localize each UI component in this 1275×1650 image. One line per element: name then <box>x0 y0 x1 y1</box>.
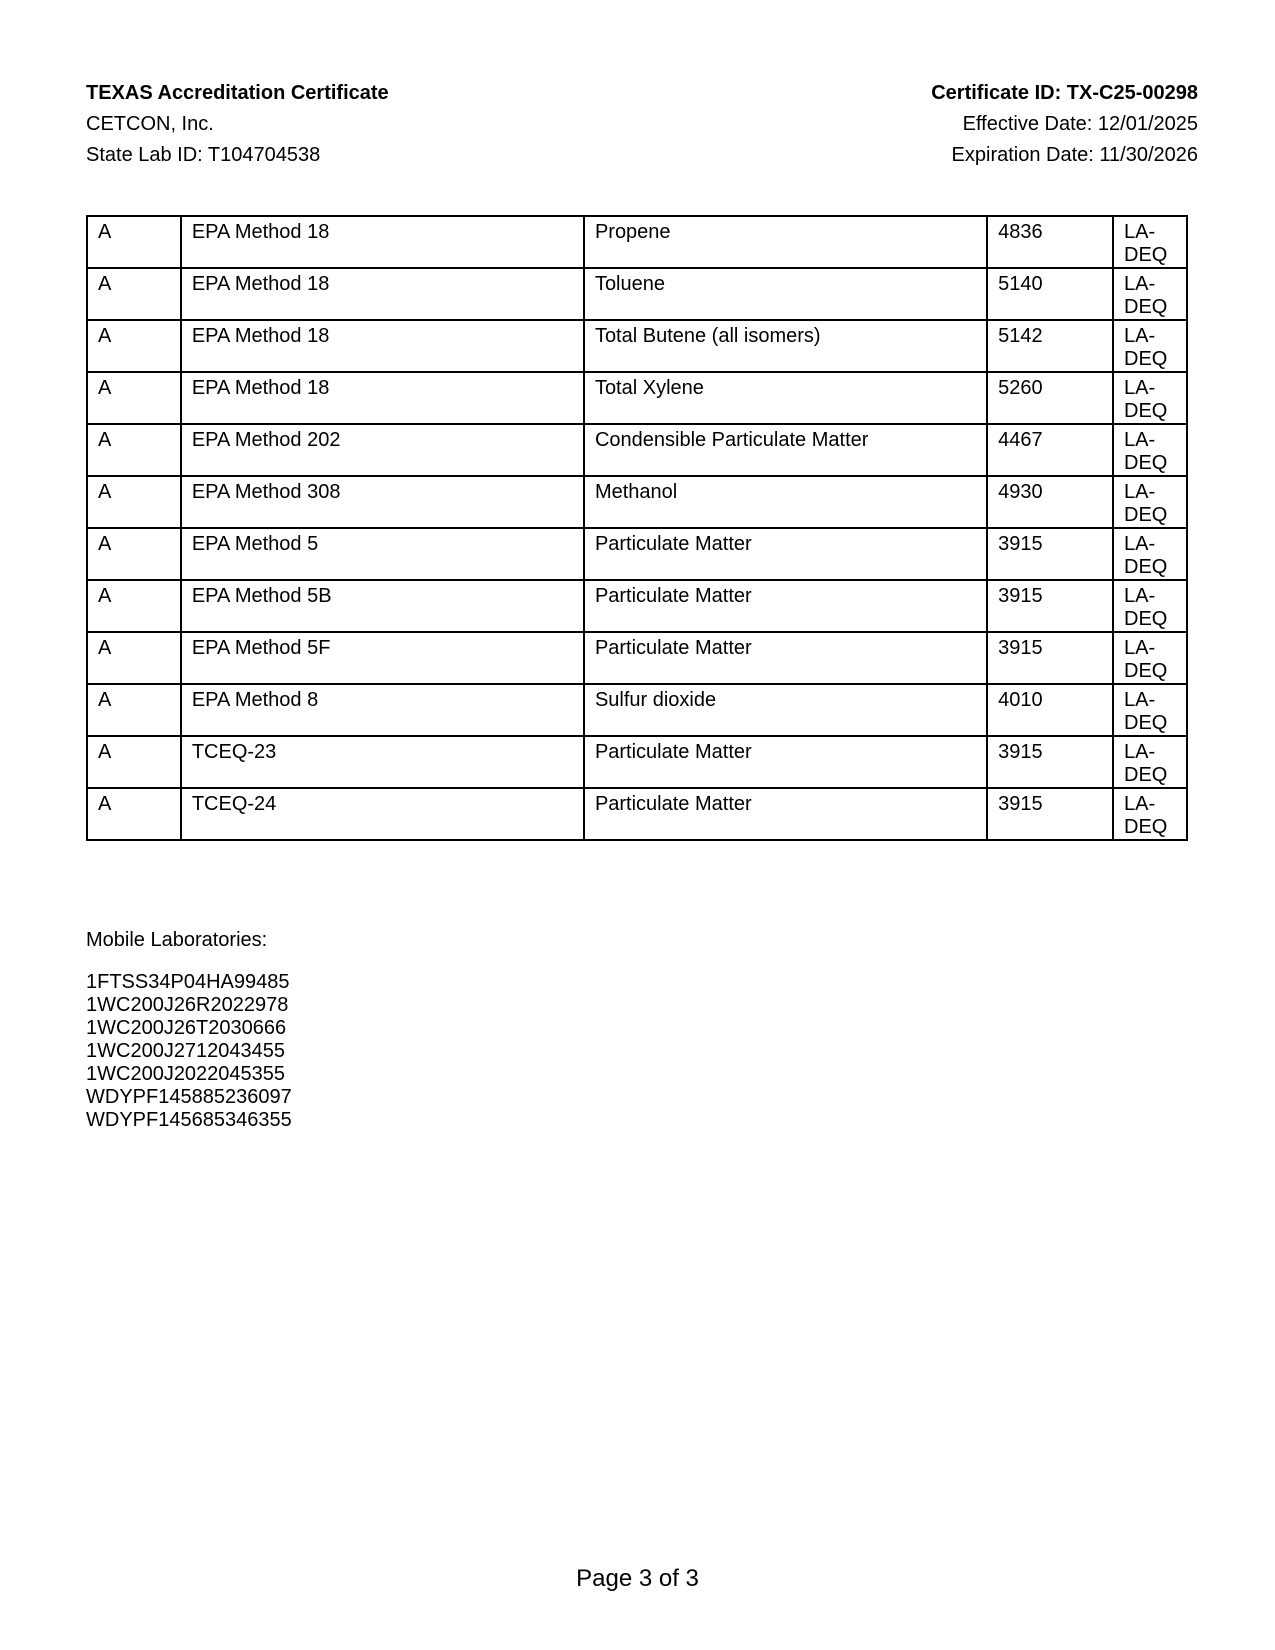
method-cell: EPA Method 18 <box>181 216 584 268</box>
primary-ab-cell: LA-DEQ <box>1113 788 1187 840</box>
matrix-cell: A <box>87 268 181 320</box>
accreditation-table <box>86 215 1188 841</box>
primary-ab-cell: LA-DEQ <box>1113 424 1187 476</box>
table-row <box>87 736 1187 788</box>
table-row <box>87 216 1187 268</box>
method-cell: TCEQ-24 <box>181 788 584 840</box>
mobile-lab-id: 1FTSS34P04HA99485 <box>86 971 290 993</box>
matrix-cell: A <box>87 372 181 424</box>
code-cell: 4836 <box>987 216 1113 268</box>
primary-ab-cell: LA-DEQ <box>1113 372 1187 424</box>
mobile-lab-id: 1WC200J26R2022978 <box>86 994 289 1016</box>
code-cell: 3915 <box>987 788 1113 840</box>
accreditation-table-body <box>87 216 1187 840</box>
analyte-cell: Particulate Matter <box>584 788 987 840</box>
method-cell: EPA Method 5 <box>181 528 584 580</box>
primary-ab-cell: LA-DEQ <box>1113 736 1187 788</box>
certificate-id: Certificate ID: TX-C25-00298 <box>931 82 1198 104</box>
code-cell: 4930 <box>987 476 1113 528</box>
method-cell: EPA Method 18 <box>181 320 584 372</box>
primary-ab-cell: LA-DEQ <box>1113 528 1187 580</box>
table-row <box>87 372 1187 424</box>
primary-ab-cell: LA-DEQ <box>1113 684 1187 736</box>
code-cell: 5142 <box>987 320 1113 372</box>
analyte-cell: Particulate Matter <box>584 736 987 788</box>
mobile-lab-id: 1WC200J26T2030666 <box>86 1017 287 1039</box>
analyte-cell: Toluene <box>584 268 987 320</box>
mobile-laboratories-list <box>86 971 292 1132</box>
analyte-cell: Propene <box>584 216 987 268</box>
code-cell: 5260 <box>987 372 1113 424</box>
table-row <box>87 580 1187 632</box>
table-row <box>87 788 1187 840</box>
analyte-cell: Sulfur dioxide <box>584 684 987 736</box>
analyte-cell: Total Butene (all isomers) <box>584 320 987 372</box>
table-row <box>87 320 1187 372</box>
primary-ab-cell: LA-DEQ <box>1113 268 1187 320</box>
analyte-cell: Particulate Matter <box>584 632 987 684</box>
matrix-cell: A <box>87 684 181 736</box>
matrix-cell: A <box>87 476 181 528</box>
method-cell: EPA Method 308 <box>181 476 584 528</box>
matrix-cell: A <box>87 216 181 268</box>
analyte-cell: Methanol <box>584 476 987 528</box>
analyte-cell: Condensible Particulate Matter <box>584 424 987 476</box>
method-cell: EPA Method 8 <box>181 684 584 736</box>
primary-ab-cell: LA-DEQ <box>1113 580 1187 632</box>
lab-name: CETCON, Inc. <box>86 113 214 135</box>
mobile-lab-id: 1WC200J2712043455 <box>86 1040 286 1062</box>
mobile-lab-id: WDYPF145685346355 <box>86 1109 292 1131</box>
code-cell: 3915 <box>987 632 1113 684</box>
table-row <box>87 424 1187 476</box>
analyte-cell: Particulate Matter <box>584 528 987 580</box>
method-cell: EPA Method 5B <box>181 580 584 632</box>
mobile-laboratories-title: Mobile Laboratories: <box>86 929 268 951</box>
code-cell: 3915 <box>987 736 1113 788</box>
table-row <box>87 268 1187 320</box>
effective-date: Effective Date: 12/01/2025 <box>962 113 1198 135</box>
method-cell: EPA Method 202 <box>181 424 584 476</box>
method-cell: EPA Method 18 <box>181 268 584 320</box>
mobile-laboratories <box>86 927 292 1132</box>
primary-ab-cell: LA-DEQ <box>1113 320 1187 372</box>
code-cell: 3915 <box>987 580 1113 632</box>
code-cell: 4467 <box>987 424 1113 476</box>
code-cell: 5140 <box>987 268 1113 320</box>
matrix-cell: A <box>87 736 181 788</box>
matrix-cell: A <box>87 424 181 476</box>
matrix-cell: A <box>87 632 181 684</box>
primary-ab-cell: LA-DEQ <box>1113 216 1187 268</box>
table-row <box>87 684 1187 736</box>
code-cell: 3915 <box>987 528 1113 580</box>
state-lab-id: State Lab ID: T104704538 <box>86 144 321 166</box>
method-cell: EPA Method 18 <box>181 372 584 424</box>
mobile-lab-id: 1WC200J2022045355 <box>86 1063 286 1085</box>
header-right <box>931 78 1198 171</box>
code-cell: 4010 <box>987 684 1113 736</box>
primary-ab-cell: LA-DEQ <box>1113 476 1187 528</box>
analyte-cell: Total Xylene <box>584 372 987 424</box>
certificate-title: TEXAS Accreditation Certificate <box>86 82 389 104</box>
matrix-cell: A <box>87 580 181 632</box>
matrix-cell: A <box>87 320 181 372</box>
table-row <box>87 476 1187 528</box>
analyte-cell: Particulate Matter <box>584 580 987 632</box>
method-cell: TCEQ-23 <box>181 736 584 788</box>
method-cell: EPA Method 5F <box>181 632 584 684</box>
primary-ab-cell: LA-DEQ <box>1113 632 1187 684</box>
table-row <box>87 528 1187 580</box>
matrix-cell: A <box>87 788 181 840</box>
header-left <box>86 78 389 171</box>
mobile-lab-id: WDYPF145885236097 <box>86 1086 292 1108</box>
expiration-date: Expiration Date: 11/30/2026 <box>951 144 1198 166</box>
page-number: Page 3 of 3 <box>576 1565 699 1592</box>
table-row <box>87 632 1187 684</box>
matrix-cell: A <box>87 528 181 580</box>
